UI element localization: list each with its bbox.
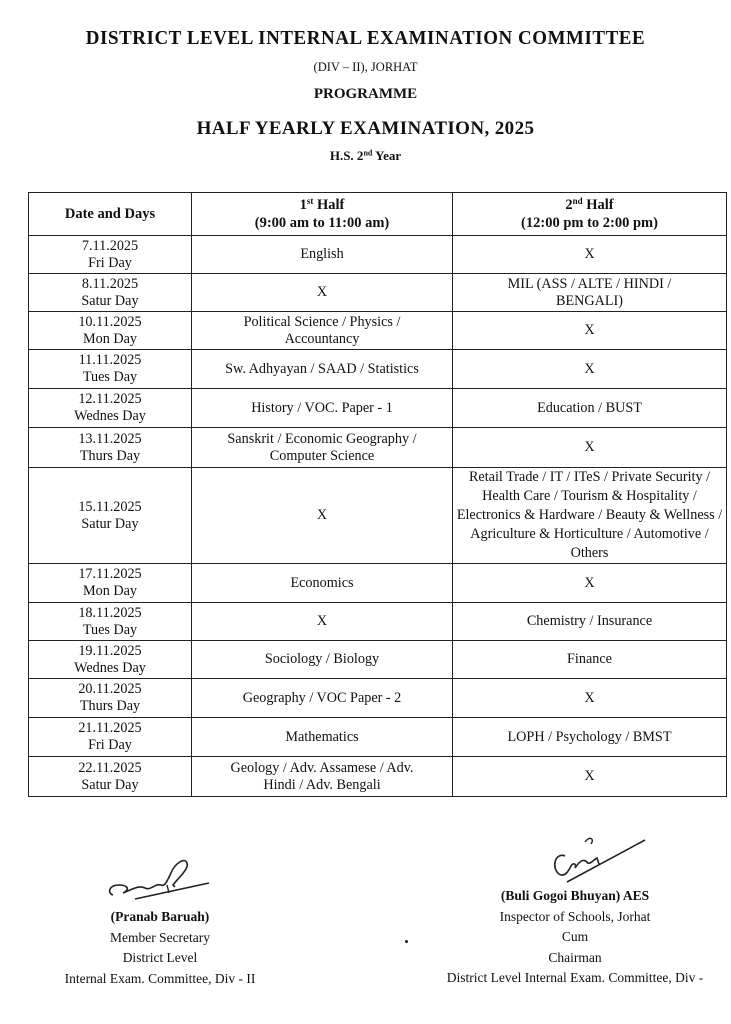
table-row — [29, 468, 727, 564]
table-row — [29, 312, 727, 350]
signatory-left — [20, 907, 300, 989]
second-half-subject: X — [453, 564, 727, 603]
exam-date: 17.11.2025 — [78, 566, 142, 582]
signature-left-icon — [105, 855, 215, 910]
date-cell — [29, 428, 192, 468]
header-second-half — [453, 193, 727, 236]
signatory-right-role: Inspector of Schools, Jorhat — [499, 908, 651, 924]
exam-day: Satur Day — [81, 776, 139, 793]
first-half-subject: History / VOC. Paper - 1 — [192, 389, 453, 428]
exam-date: 8.11.2025 — [81, 275, 139, 292]
signatory-right-cum: Cum — [561, 929, 589, 944]
second-half-subject: X — [453, 236, 727, 274]
first-half-subject: Geology / Adv. Assamese / Adv. Hindi / Adv. Bengali — [192, 757, 453, 797]
exam-date: 21.11.2025 — [78, 720, 142, 736]
committee-title: DISTRICT LEVEL INTERNAL EXAMINATION COMMITTEE — [85, 28, 646, 49]
exam-date: 22.11.2025 — [78, 759, 142, 776]
date-cell — [29, 468, 192, 564]
exam-day: Thurs Day — [79, 447, 141, 464]
second-half-subject: X — [453, 312, 727, 350]
exam-schedule-table — [28, 192, 727, 797]
second-half-num: 2 — [565, 197, 573, 213]
exam-date: 13.11.2025 — [78, 430, 142, 447]
signatory-left-name: (Pranab Baruah) — [110, 909, 210, 924]
signatory-right-title: Chairman — [548, 949, 602, 965]
signatory-left-role: Member Secretary — [109, 929, 211, 945]
table-row — [29, 641, 727, 679]
second-half-label: Half — [582, 197, 614, 213]
exam-date: 11.11.2025 — [78, 352, 142, 368]
second-half-subject: Retail Trade / IT / ITeS / Private Security / Health Care / Tourism & Hospitality / Electronics & Hardware / Beauty & Wellness / Agriculture & Horticulture / Automotive / Others — [453, 468, 727, 564]
first-half-subject: Sanskrit / Economic Geography / Computer Science — [192, 428, 453, 468]
first-half-subject: Economics — [192, 564, 453, 603]
exam-date: 19.11.2025 — [78, 642, 142, 659]
second-half-sup: nd — [572, 196, 583, 207]
table-header-row — [29, 193, 727, 236]
date-cell — [29, 350, 192, 389]
date-cell — [29, 757, 192, 797]
second-half-subject: X — [453, 679, 727, 718]
date-cell — [29, 603, 192, 641]
second-half-time: (12:00 pm to 2:00 pm) — [521, 215, 658, 231]
programme-heading: PROGRAMME — [313, 86, 418, 102]
date-cell — [29, 564, 192, 603]
signatory-left-committee: Internal Exam. Committee, Div - II — [64, 970, 256, 986]
table-row — [29, 389, 727, 428]
exam-title: HALF YEARLY EXAMINATION, 2025 — [196, 118, 535, 139]
first-half-subject: X — [192, 603, 453, 641]
exam-day: Fri Day — [88, 737, 132, 753]
first-half-subject: Geography / VOC Paper - 2 — [192, 679, 453, 718]
exam-date: 15.11.2025 — [78, 498, 142, 515]
date-cell — [29, 718, 192, 757]
class-prefix: H.S. 2 — [329, 148, 364, 163]
class-label — [0, 148, 731, 164]
second-half-subject: MIL (ASS / ALTE / HINDI / BENGALI) — [453, 274, 727, 312]
second-half-subject: LOPH / Psychology / BMST — [453, 718, 727, 757]
exam-date: 10.11.2025 — [78, 313, 142, 330]
exam-day: Satur Day — [81, 292, 139, 309]
date-cell — [29, 389, 192, 428]
header-first-half — [192, 193, 453, 236]
first-half-sup: st — [306, 196, 314, 207]
table-row — [29, 236, 727, 274]
signature-right-icon — [545, 828, 655, 888]
second-half-subject: Chemistry / Insurance — [453, 603, 727, 641]
date-cell — [29, 679, 192, 718]
exam-day: Fri Day — [88, 254, 132, 271]
first-half-num: 1 — [299, 197, 307, 213]
table-row — [29, 603, 727, 641]
table-row — [29, 350, 727, 389]
class-sup: nd — [363, 148, 373, 158]
exam-day: Wednes Day — [74, 659, 146, 676]
first-half-subject: Sw. Adhyayan / SAAD / Statistics — [192, 350, 453, 389]
exam-day: Tues Day — [82, 369, 138, 385]
exam-day: Tues Day — [82, 621, 138, 638]
date-cell — [29, 312, 192, 350]
exam-date: 12.11.2025 — [78, 391, 142, 407]
exam-day: Thurs Day — [79, 698, 141, 714]
first-half-time: (9:00 am to 11:00 am) — [254, 215, 390, 231]
exam-day: Mon Day — [83, 330, 137, 347]
table-row — [29, 679, 727, 718]
exam-date: 7.11.2025 — [81, 237, 139, 254]
table-row — [29, 274, 727, 312]
first-half-subject: Mathematics — [192, 718, 453, 757]
header-date: Date and Days — [29, 193, 192, 236]
date-cell — [29, 274, 192, 312]
first-half-subject: English — [192, 236, 453, 274]
first-half-label: Half — [313, 197, 345, 213]
class-suffix: Year — [372, 148, 402, 163]
signatory-right-name: (Buli Gogoi Bhuyan) AES — [500, 888, 650, 903]
table-row — [29, 564, 727, 603]
exam-date: 18.11.2025 — [78, 604, 142, 621]
second-half-subject: X — [453, 428, 727, 468]
exam-day: Wednes Day — [74, 408, 146, 424]
table-row — [29, 757, 727, 797]
exam-day: Mon Day — [83, 583, 137, 599]
signatory-right — [405, 886, 731, 989]
signatory-right-committee: District Level Internal Exam. Committee, Div - — [446, 970, 704, 985]
first-half-subject: X — [192, 274, 453, 312]
first-half-subject: X — [192, 468, 453, 564]
table-row — [29, 428, 727, 468]
signatory-left-level: District Level — [122, 950, 198, 965]
table-row — [29, 718, 727, 757]
second-half-subject: X — [453, 350, 727, 389]
date-cell — [29, 641, 192, 679]
second-half-subject: Finance — [453, 641, 727, 679]
second-half-subject: Education / BUST — [453, 389, 727, 428]
second-half-subject: X — [453, 757, 727, 797]
first-half-subject: Political Science / Physics / Accountancy — [192, 312, 453, 350]
exam-date: 20.11.2025 — [78, 681, 142, 697]
exam-day: Satur Day — [81, 515, 139, 532]
date-cell — [29, 236, 192, 274]
division-subtitle: (DIV – II), JORHAT — [313, 60, 418, 74]
first-half-subject: Sociology / Biology — [192, 641, 453, 679]
